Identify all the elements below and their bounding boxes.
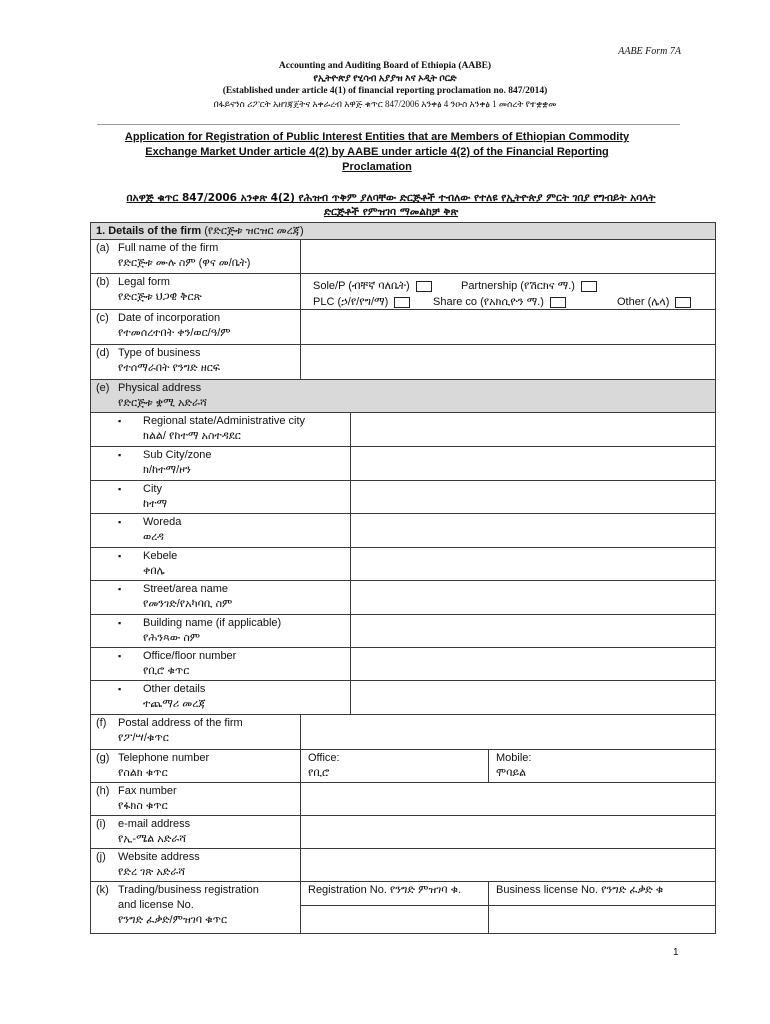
- page-number: 1: [673, 947, 679, 958]
- address-label-cell: [91, 581, 351, 615]
- address-label: Regional state/Administrative city: [143, 415, 306, 427]
- postal-row: [91, 715, 716, 750]
- partnership-checkbox[interactable]: [581, 281, 597, 292]
- section-heading-text: 1. Details of the firm: [96, 225, 202, 237]
- item-letter: (h): [96, 785, 110, 797]
- bullet-icon: ▪: [118, 651, 122, 661]
- registration-label: Trading/business registration: [118, 884, 259, 896]
- building-name-field[interactable]: [351, 615, 716, 648]
- option-sole-proprietorship: [313, 279, 432, 294]
- address-row-city: [91, 481, 716, 514]
- business-type-label: Type of business: [118, 347, 201, 359]
- form-title-line: Application for Registration of Public Interest Entities that are Members of Ethiopian Commodity: [124, 131, 630, 143]
- telephone-label: Telephone number: [118, 752, 210, 764]
- incorporation-date-field[interactable]: [301, 310, 716, 345]
- other-details-field[interactable]: [351, 681, 716, 715]
- address-label-amharic: ቀበሌ: [143, 565, 165, 577]
- firm-details-table: [90, 222, 716, 934]
- registration-number-label: Registration No. የንግድ ምዝገባ ቁ.: [308, 884, 462, 896]
- form-title-english: [0, 130, 754, 175]
- plc-checkbox[interactable]: [394, 297, 410, 308]
- item-letter: (j): [96, 851, 106, 863]
- email-label-amharic: የኢ-ሜል አድራሻ: [118, 833, 187, 845]
- option-other: [617, 295, 691, 310]
- full-name-label-amharic: የድርጅቱ ሙሉ ስም (ዋና መ/ቤት): [118, 257, 251, 269]
- address-label: Woreda: [143, 516, 182, 528]
- email-label-cell: [91, 816, 301, 849]
- address-label-cell: [91, 681, 351, 715]
- sole-proprietorship-checkbox[interactable]: [416, 281, 432, 292]
- address-label-amharic: ክልል/ የከተማ አስተዳደር: [143, 430, 241, 442]
- physical-address-label-amharic: የድርጅቱ ቋሚ አድራሻ: [118, 397, 207, 409]
- legal-form-options: [301, 274, 716, 310]
- address-label-cell: [91, 648, 351, 681]
- option-share-company: [433, 295, 566, 310]
- address-row-building: [91, 615, 716, 648]
- section-heading-amharic: (የድርጅቱ ዝርዝር መረጃ): [204, 225, 304, 237]
- fax-number-field[interactable]: [301, 783, 716, 816]
- option-label: Sole/P (ብቸኛ ባለቤት): [313, 280, 410, 292]
- form-code: AABE Form 7A: [618, 46, 681, 57]
- registration-row: [91, 882, 716, 906]
- address-label-cell: [91, 481, 351, 514]
- full-name-row: [91, 240, 716, 274]
- option-label: PLC (ኃ/የ/የግ/ማ): [313, 296, 389, 308]
- registration-label-line-2: and license No.: [118, 899, 194, 911]
- item-letter: (g): [96, 752, 110, 764]
- telephone-row: [91, 750, 716, 783]
- form-title-line: Exchange Market Under article 4(2) by AABE under article 4(2) of the Financial Reporting: [145, 146, 609, 158]
- business-license-header: [489, 882, 716, 906]
- address-row-region: [91, 413, 716, 447]
- address-label: Building name (if applicable): [143, 617, 282, 629]
- item-letter: (b): [96, 276, 110, 288]
- form-title-amharic-line: በአዋጅ ቁጥር 847/2006 አንቀጽ 4(2) የሕዝብ ጥቅም ያለባቸው ድርጅቶች ተብለው የተለዩ የኢትዮጵያ ምርት ገበያ የግብይት አባላት: [126, 192, 656, 204]
- item-letter: (k): [96, 884, 109, 896]
- option-label: Other (ሌላ): [617, 296, 670, 308]
- registration-number-field[interactable]: [301, 906, 489, 934]
- telephone-label-amharic: የስልክ ቁጥር: [118, 767, 168, 779]
- item-letter: (d): [96, 347, 110, 359]
- bullet-icon: ▪: [118, 584, 122, 594]
- share-company-checkbox[interactable]: [550, 297, 566, 308]
- fax-row: [91, 783, 716, 816]
- mobile-phone-label: Mobile:: [496, 752, 532, 764]
- address-label: City: [143, 483, 162, 495]
- legal-form-row: [91, 274, 716, 310]
- fax-label-amharic: የፋክስ ቁጥር: [118, 800, 168, 812]
- organization-header: [0, 60, 770, 110]
- address-label-cell: [91, 413, 351, 447]
- postal-label-cell: [91, 715, 301, 750]
- address-row-kebele: [91, 548, 716, 581]
- bullet-icon: ▪: [118, 517, 122, 527]
- legal-form-label-cell: [91, 274, 301, 310]
- section-heading: [91, 223, 716, 240]
- address-label-cell: [91, 615, 351, 648]
- form-title-amharic: [12, 191, 770, 219]
- physical-address-label: Physical address: [118, 382, 202, 394]
- bullet-icon: ▪: [118, 416, 122, 426]
- full-name-label-cell: [91, 240, 301, 274]
- bullet-icon: ▪: [118, 450, 122, 460]
- address-label-amharic: ተጨማሪ መረጃ: [143, 698, 206, 710]
- incorporation-row: [91, 310, 716, 345]
- postal-label: Postal address of the firm: [118, 717, 243, 729]
- mobile-phone-label-amharic: ሞባይል: [496, 767, 527, 779]
- option-label: Partnership (የሽርክና ማ.): [461, 280, 575, 292]
- item-letter: (f): [96, 717, 107, 729]
- street-field[interactable]: [351, 581, 716, 615]
- item-letter: (c): [96, 312, 109, 324]
- header-divider: [97, 124, 680, 125]
- incorporation-label-amharic: የተመሰረተበት ቀን/ወር/ዓ/ም: [118, 327, 231, 339]
- registration-number-header: [301, 882, 489, 906]
- item-letter: (e): [96, 382, 110, 394]
- email-row: [91, 816, 716, 849]
- option-partnership: [461, 279, 597, 294]
- full-name-field[interactable]: [301, 240, 716, 274]
- telephone-label-cell: [91, 750, 301, 783]
- office-floor-field[interactable]: [351, 648, 716, 681]
- address-label-amharic: የቢሮ ቁጥር: [143, 665, 190, 677]
- bullet-icon: ▪: [118, 684, 122, 694]
- business-type-label-amharic: የተሰማራበት የንግድ ዘርፍ: [118, 362, 221, 374]
- business-license-label: Business license No. የንግድ ፈቃድ ቁ: [496, 884, 664, 896]
- option-label: Share co (የአክሲዮን ማ.): [433, 296, 544, 308]
- kebele-field[interactable]: [351, 548, 716, 581]
- address-row-office-floor: [91, 648, 716, 681]
- address-row-street: [91, 581, 716, 615]
- registration-label-cell: [91, 882, 301, 934]
- region-field[interactable]: [351, 413, 716, 447]
- address-row-woreda: [91, 514, 716, 548]
- address-label-cell: [91, 447, 351, 481]
- incorporation-label-cell: [91, 310, 301, 345]
- address-label-amharic: የሕንጻው ስም: [143, 632, 201, 644]
- mobile-phone-field[interactable]: [489, 750, 716, 783]
- full-name-label: Full name of the firm: [118, 242, 219, 254]
- email-label: e-mail address: [118, 818, 191, 830]
- other-legal-form-checkbox[interactable]: [675, 297, 691, 308]
- org-name-amharic: የኢትዮጵያ የሂሳብ አያያዝ እና ኦዲት ቦርድ: [313, 73, 457, 84]
- address-label: Office/floor number: [143, 650, 237, 662]
- address-label: Sub City/zone: [143, 449, 212, 461]
- legal-form-label: Legal form: [118, 276, 170, 288]
- office-phone-field[interactable]: [301, 750, 489, 783]
- business-type-field[interactable]: [301, 345, 716, 380]
- fax-label: Fax number: [118, 785, 177, 797]
- fax-label-cell: [91, 783, 301, 816]
- org-name-english: Accounting and Auditing Board of Ethiopia (AABE): [278, 61, 492, 71]
- business-type-label-cell: [91, 345, 301, 380]
- address-label-cell: [91, 548, 351, 581]
- section-heading-row: [91, 223, 716, 240]
- postal-label-amharic: የፖ/ሣ/ቁጥር: [118, 732, 169, 744]
- email-address-field[interactable]: [301, 816, 716, 849]
- website-label-cell: [91, 849, 301, 882]
- website-label: Website address: [118, 851, 200, 863]
- office-phone-label: Office:: [308, 752, 340, 764]
- item-letter: (i): [96, 818, 106, 830]
- address-row-subcity: [91, 447, 716, 481]
- website-address-field[interactable]: [301, 849, 716, 882]
- office-phone-label-amharic: የቢሮ: [308, 767, 330, 779]
- postal-address-field[interactable]: [301, 715, 716, 750]
- form-title-line: Proclamation: [342, 161, 412, 173]
- subcity-field[interactable]: [351, 447, 716, 481]
- website-label-amharic: የድረ ገጽ አድራሻ: [118, 866, 186, 878]
- website-row: [91, 849, 716, 882]
- bullet-icon: ▪: [118, 551, 122, 561]
- option-plc: [313, 295, 410, 310]
- address-label-amharic: ወረዳ: [143, 531, 164, 543]
- establishment-english: (Established under article 4(1) of financial reporting proclamation no. 847/2014): [222, 86, 548, 96]
- address-row-other: [91, 681, 716, 715]
- address-label: Other details: [143, 683, 206, 695]
- establishment-amharic: በፋይናንስ ሪፖርት አዘገጃጀትና አቀራረብ አዋጅ ቁጥር 847/2006 አንቀፅ 4 ንዑስ አንቀፅ 1 መሰረት የተቋቋመ: [213, 98, 557, 109]
- form-title-amharic-line: ድርጅቶች የምዝገባ ማመልከቻ ቅጽ: [323, 206, 459, 218]
- address-label-amharic: ከተማ: [143, 498, 168, 510]
- bullet-icon: ▪: [118, 618, 122, 628]
- address-label-amharic: ክ/ከተማ/ዞን: [143, 464, 191, 476]
- registration-label-amharic: የንግድ ፈቃድ/ምዝገባ ቁጥር: [118, 914, 228, 926]
- address-label-amharic: የመንገድ/የአካባቢ ስም: [143, 598, 233, 610]
- business-type-row: [91, 345, 716, 380]
- woreda-field[interactable]: [351, 514, 716, 548]
- bullet-icon: ▪: [118, 484, 122, 494]
- business-license-number-field[interactable]: [489, 906, 716, 934]
- physical-address-heading-row: [91, 380, 716, 413]
- physical-address-heading: [91, 380, 716, 413]
- incorporation-label: Date of incorporation: [118, 312, 221, 324]
- item-letter: (a): [96, 242, 110, 254]
- address-label: Street/area name: [143, 583, 228, 595]
- address-label-cell: [91, 514, 351, 548]
- city-field[interactable]: [351, 481, 716, 514]
- address-label: Kebele: [143, 550, 178, 562]
- legal-form-label-amharic: የድርጅቱ ህጋዊ ቅርጽ: [118, 291, 202, 303]
